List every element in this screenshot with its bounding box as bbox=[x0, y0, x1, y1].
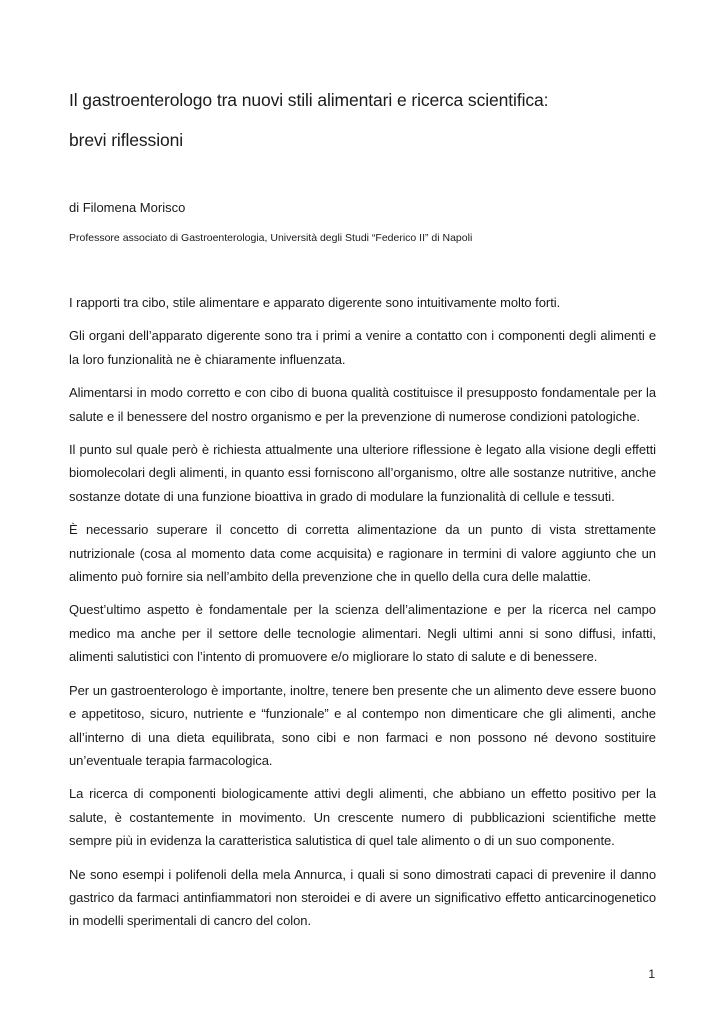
paragraph-1: I rapporti tra cibo, stile alimentare e apparato digerente sono intuitivamente molto forti. bbox=[69, 295, 561, 310]
paragraph-5: È necessario superare il concetto di corretta alimentazione da un punto di vista strettamente nutrizionale (cosa al momento data come acquisita) e ragionare in termini di valore aggiunto che un alimento può fornire sia nell’ambito della prevenzione che in quello della cura delle malattie. bbox=[69, 522, 656, 585]
paragraph-9: Ne sono esempi i polifenoli della mela Annurca, i quali si sono dimostrati capaci di prevenire il danno gastrico da farmaci antinfiammatori non steroidei e di avere un significativo effetto anticarcinogenetico in modelli sperimentali di cancro del colon. bbox=[69, 866, 656, 929]
title-line-2: brevi riflessioni bbox=[69, 130, 184, 150]
paragraph-2: Gli organi dell’apparato digerente sono tra i primi a venire a contatto con i componenti degli alimenti e la loro funzionalità ne è chiaramente influenzata. bbox=[69, 328, 656, 367]
document-page bbox=[69, 0, 656, 1024]
paragraph-4: Il punto sul quale però è richiesta attualmente una ulteriore riflessione è legato alla visione degli effetti biomolecolari degli alimenti, in quanto essi forniscono all’organismo, oltre alle sostanze nutritive, anche sostanze dotate di una funzione bioattiva in grado di modulare la funzionalità di cellule e tessuti. bbox=[69, 442, 656, 504]
paragraph-3: Alimentarsi in modo corretto e con cibo di buona qualità costituisce il presupposto fondamentale per la salute e il benessere del nostro organismo e per la prevenzione di numerose condizioni patologiche. bbox=[69, 385, 656, 424]
title-line-1: Il gastroenterologo tra nuovi stili alimentari e ricerca scientifica: bbox=[69, 90, 549, 110]
author-affiliation: Professore associato di Gastroenterologia, Università degli Studi “Federico II” di Napoli bbox=[69, 232, 473, 244]
author-byline: di Filomena Morisco bbox=[69, 200, 186, 215]
page-number: 1 bbox=[648, 967, 655, 981]
paragraph-7: Per un gastroenterologo è importante, inoltre, tenere ben presente che un alimento deve essere buono e appetitoso, sicuro, nutriente e “funzionale” e al contempo non dimenticare che gli alimenti, anche all’interno di una dieta equilibrata, sono cibi e non farmaci e non possono né devono sostituire un’eventuale terapia farmacologica. bbox=[69, 682, 656, 768]
paragraph-6: Quest’ultimo aspetto è fondamentale per la scienza dell’alimentazione e per la ricerca nel campo medico ma anche per il settore delle tecnologie alimentari. Negli ultimi anni si sono diffusi, infatti, alimenti salutistici con l’intento di promuovere e/o migliorare lo stato di salute e di benessere. bbox=[69, 602, 656, 665]
paragraph-8: La ricerca di componenti biologicamente attivi degli alimenti, che abbiano un effetto positivo per la salute, è costantemente in movimento. Un crescente numero di pubblicazioni scientifiche mette sempre più in evidenza la caratteristica salutistica di quel tale alimento o di un suo componente. bbox=[69, 786, 656, 849]
body-text bbox=[69, 291, 656, 943]
